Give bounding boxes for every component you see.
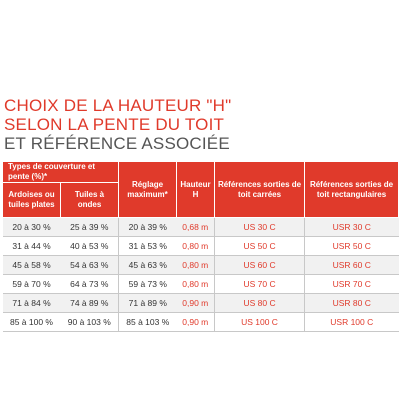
table-row <box>3 237 399 256</box>
table-body <box>3 218 399 332</box>
table-row <box>3 294 399 313</box>
table-row <box>3 218 399 237</box>
table-row <box>3 275 399 294</box>
title-line-1: CHOIX DE LA HAUTEUR "H" <box>4 96 232 115</box>
cell-ref-rect: USR 60 C <box>305 256 399 275</box>
cell-tuiles: 54 à 63 % <box>61 256 119 275</box>
cell-ardoises: 85 à 100 % <box>3 313 61 332</box>
cell-hauteur: 0,80 m <box>177 275 215 294</box>
cell-tuiles: 90 à 103 % <box>61 313 119 332</box>
cell-reglage: 31 à 53 % <box>119 237 177 256</box>
cell-ardoises: 59 à 70 % <box>3 275 61 294</box>
cell-ref-carrees: US 100 C <box>215 313 305 332</box>
cell-tuiles: 74 à 89 % <box>61 294 119 313</box>
cell-reglage: 85 à 103 % <box>119 313 177 332</box>
header-reglage: Réglage maximum* <box>119 162 177 218</box>
cell-ref-rect: USR 70 C <box>305 275 399 294</box>
table-header-row-1 <box>3 162 399 183</box>
cell-ref-carrees: US 60 C <box>215 256 305 275</box>
cell-hauteur: 0,80 m <box>177 256 215 275</box>
cell-tuiles: 64 à 73 % <box>61 275 119 294</box>
cell-tuiles: 40 à 53 % <box>61 237 119 256</box>
cell-ref-carrees: US 70 C <box>215 275 305 294</box>
cell-reglage: 45 à 63 % <box>119 256 177 275</box>
cell-hauteur: 0,68 m <box>177 218 215 237</box>
table-row <box>3 313 399 332</box>
cell-ref-carrees: US 80 C <box>215 294 305 313</box>
cell-hauteur: 0,80 m <box>177 237 215 256</box>
header-covering-types: Types de couverture et pente (%)* <box>3 162 119 183</box>
header-ref-carrees: Références sorties de toit carrées <box>215 162 305 218</box>
cell-ref-rect: USR 30 C <box>305 218 399 237</box>
title-line-3: ET RÉFÉRENCE ASSOCIÉE <box>4 134 230 153</box>
cell-ref-rect: USR 100 C <box>305 313 399 332</box>
header-ref-rect: Références sorties de toit rectangulaires <box>305 162 399 218</box>
table-row <box>3 256 399 275</box>
page-title <box>4 96 231 153</box>
cell-reglage: 20 à 39 % <box>119 218 177 237</box>
cell-ref-rect: USR 80 C <box>305 294 399 313</box>
cell-tuiles: 25 à 39 % <box>61 218 119 237</box>
header-tuiles: Tuiles à ondes <box>61 183 119 218</box>
cell-reglage: 71 à 89 % <box>119 294 177 313</box>
cell-hauteur: 0,90 m <box>177 313 215 332</box>
header-hauteur: Hauteur H <box>177 162 215 218</box>
header-ardoises: Ardoises ou tuiles plates <box>3 183 61 218</box>
cell-ardoises: 20 à 30 % <box>3 218 61 237</box>
cell-ardoises: 45 à 58 % <box>3 256 61 275</box>
cell-ref-rect: USR 50 C <box>305 237 399 256</box>
cell-reglage: 59 à 73 % <box>119 275 177 294</box>
cell-ardoises: 71 à 84 % <box>3 294 61 313</box>
cell-ardoises: 31 à 44 % <box>3 237 61 256</box>
cell-ref-carrees: US 50 C <box>215 237 305 256</box>
reference-table <box>2 161 399 332</box>
title-line-2: SELON LA PENTE DU TOIT <box>4 115 225 134</box>
cell-ref-carrees: US 30 C <box>215 218 305 237</box>
cell-hauteur: 0,90 m <box>177 294 215 313</box>
